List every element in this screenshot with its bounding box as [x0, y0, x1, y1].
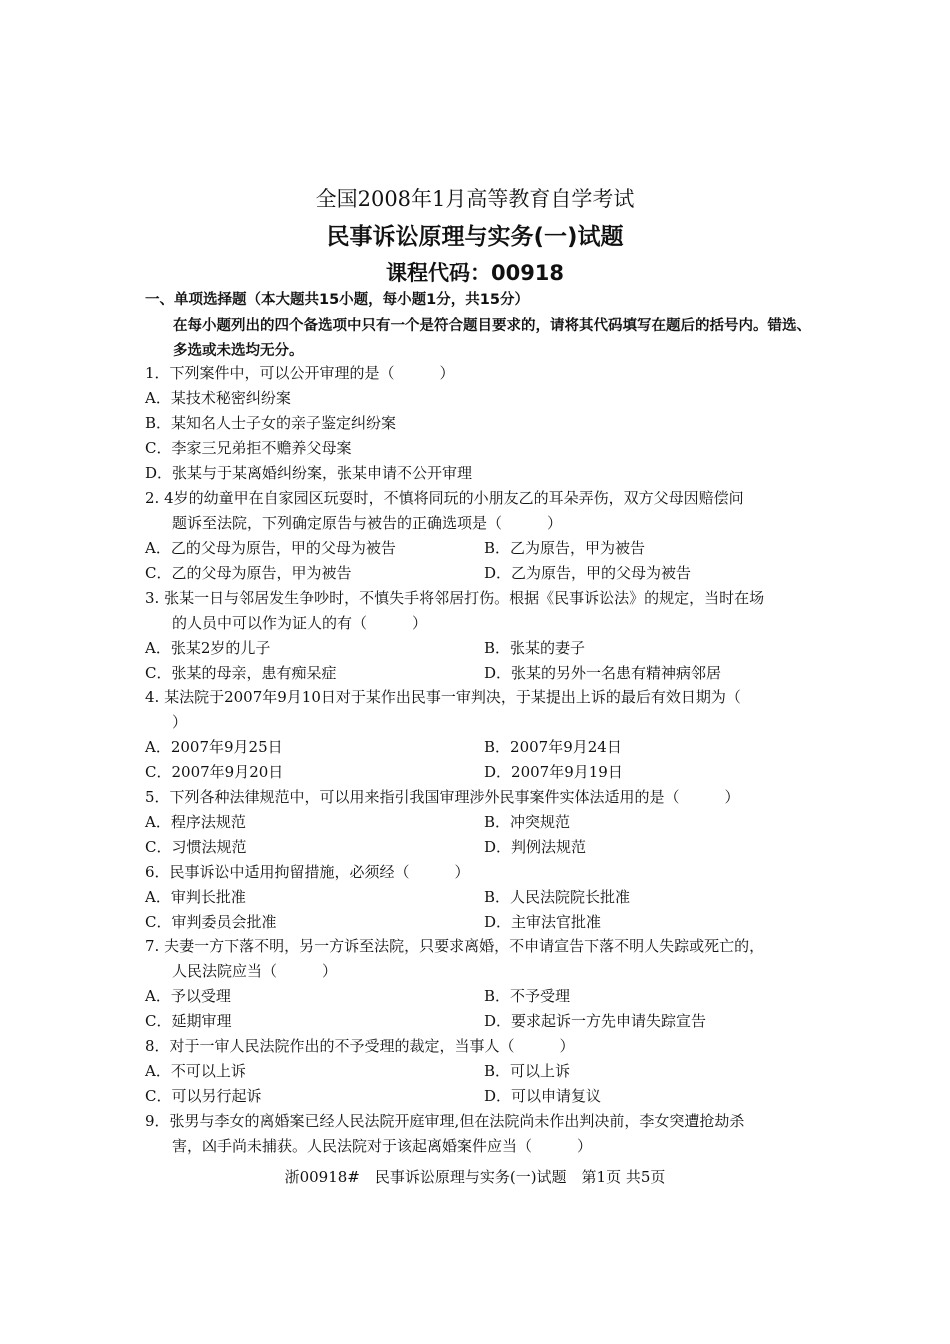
question-4-option-c: C．2007年9月20日 — [145, 763, 284, 781]
question-7-option-d: D．要求起诉一方先申请失踪宣告 — [484, 1012, 707, 1030]
question-7-option-c: C．延期审理 — [145, 1012, 232, 1030]
question-5-option-b: B．冲突规范 — [484, 813, 571, 831]
question-1-option-a: A．某技术秘密纠纷案 — [145, 389, 291, 407]
question-8-option-a: A．不可以上诉 — [145, 1062, 246, 1080]
course-code: 课程代码：00918 — [385, 261, 565, 285]
question-4-option-a: A．2007年9月25日 — [145, 738, 283, 756]
question-2-option-c: C．乙的父母为原告，甲为被告 — [145, 564, 352, 582]
question-2-option-a: A．乙的父母为原告，甲的父母为被告 — [145, 539, 396, 557]
question-7-option-a: A．予以受理 — [145, 987, 231, 1005]
question-6-option-c: C．审判委员会批准 — [145, 913, 277, 931]
question-8-option-d: D．可以申请复议 — [484, 1087, 602, 1105]
question-3-stem-cont: 的人员中可以作为证人的有（ ） — [172, 614, 428, 632]
question-5-stem: 5．下列各种法律规范中，可以用来指引我国审理涉外民事案件实体法适用的是（ ） — [145, 788, 740, 806]
question-4-stem-cont: ） — [172, 713, 188, 731]
question-8-stem: 8．对于一审人民法院作出的不予受理的裁定，当事人（ ） — [145, 1037, 575, 1055]
exam-subject-title: 民事诉讼原理与实务(一)试题 — [326, 224, 624, 250]
question-9-stem-cont: 害，凶手尚未捕获。人民法院对于该起离婚案件应当（ ） — [172, 1137, 593, 1155]
page-footer: 浙00918# 民事诉讼原理与实务(一)试题 第1页 共5页 — [284, 1168, 666, 1186]
question-5-option-d: D．判例法规范 — [484, 838, 587, 856]
question-1-stem: 1．下列案件中，可以公开审理的是（ ） — [145, 364, 455, 382]
question-5-option-c: C．习惯法规范 — [145, 838, 247, 856]
question-2-stem-cont: 题诉至法院，下列确定原告与被告的正确选项是（ ） — [172, 514, 563, 532]
question-3-stem: 3. 张某一日与邻居发生争吵时，不慎失手将邻居打伤。根据《民事诉讼法》的规定，当时在场 — [145, 589, 765, 607]
section-heading: 一、单项选择题（本大题共15小题，每小题1分，共15分） — [145, 292, 529, 308]
question-8-option-b: B．可以上诉 — [484, 1062, 571, 1080]
question-2-stem: 2. 4岁的幼童甲在自家园区玩耍时，不慎将同玩的小朋友乙的耳朵弄伤，双方父母因赔偿问 — [145, 489, 744, 507]
exam-title: 全国2008年1月高等教育自学考试 — [315, 187, 635, 211]
question-3-option-c: C．张某的母亲，患有痴呆症 — [145, 664, 337, 682]
question-6-option-b: B．人民法院院长批准 — [484, 888, 631, 906]
question-4-stem: 4. 某法院于2007年9月10日对于某作出民事一审判决，于某提出上诉的最后有效日期为（ — [145, 688, 741, 706]
question-4-option-b: B．2007年9月24日 — [484, 738, 622, 756]
question-2-option-b: B．乙为原告，甲为被告 — [484, 539, 646, 557]
question-7-option-b: B．不予受理 — [484, 987, 571, 1005]
question-4-option-d: D．2007年9月19日 — [484, 763, 623, 781]
question-7-stem-cont: 人民法院应当（ ） — [172, 962, 338, 980]
question-3-option-d: D．张某的另外一名患有精神病邻居 — [484, 664, 722, 682]
question-3-option-b: B．张某的妻子 — [484, 639, 586, 657]
question-6-stem: 6．民事诉讼中适用拘留措施，必须经（ ） — [145, 863, 470, 881]
question-9-stem: 9．张男与李女的离婚案已经人民法院开庭审理,但在法院尚未作出判决前，李女突遭抢劫杀 — [145, 1112, 745, 1130]
question-3-option-a: A．张某2岁的儿子 — [145, 639, 271, 657]
question-1-option-d: D．张某与于某离婚纠纷案，张某申请不公开审理 — [145, 464, 473, 482]
question-8-option-c: C．可以另行起诉 — [145, 1087, 262, 1105]
question-6-option-a: A．审判长批准 — [145, 888, 246, 906]
question-1-option-b: B．某知名人士子女的亲子鉴定纠纷案 — [145, 414, 397, 432]
question-2-option-d: D．乙为原告，甲的父母为被告 — [484, 564, 692, 582]
question-6-option-d: D．主审法官批准 — [484, 913, 602, 931]
question-7-stem: 7. 夫妻一方下落不明，另一方诉至法院，只要求离婚，不申请宣告下落不明人失踪或死亡的， — [145, 937, 765, 955]
section-instruction: 在每小题列出的四个备选项中只有一个是符合题目要求的，请将其代码填写在题后的括号内。错选、多选或未选均无分。 — [173, 318, 811, 359]
question-5-option-a: A．程序法规范 — [145, 813, 246, 831]
question-1-option-c: C．李家三兄弟拒不赡养父母案 — [145, 439, 352, 457]
